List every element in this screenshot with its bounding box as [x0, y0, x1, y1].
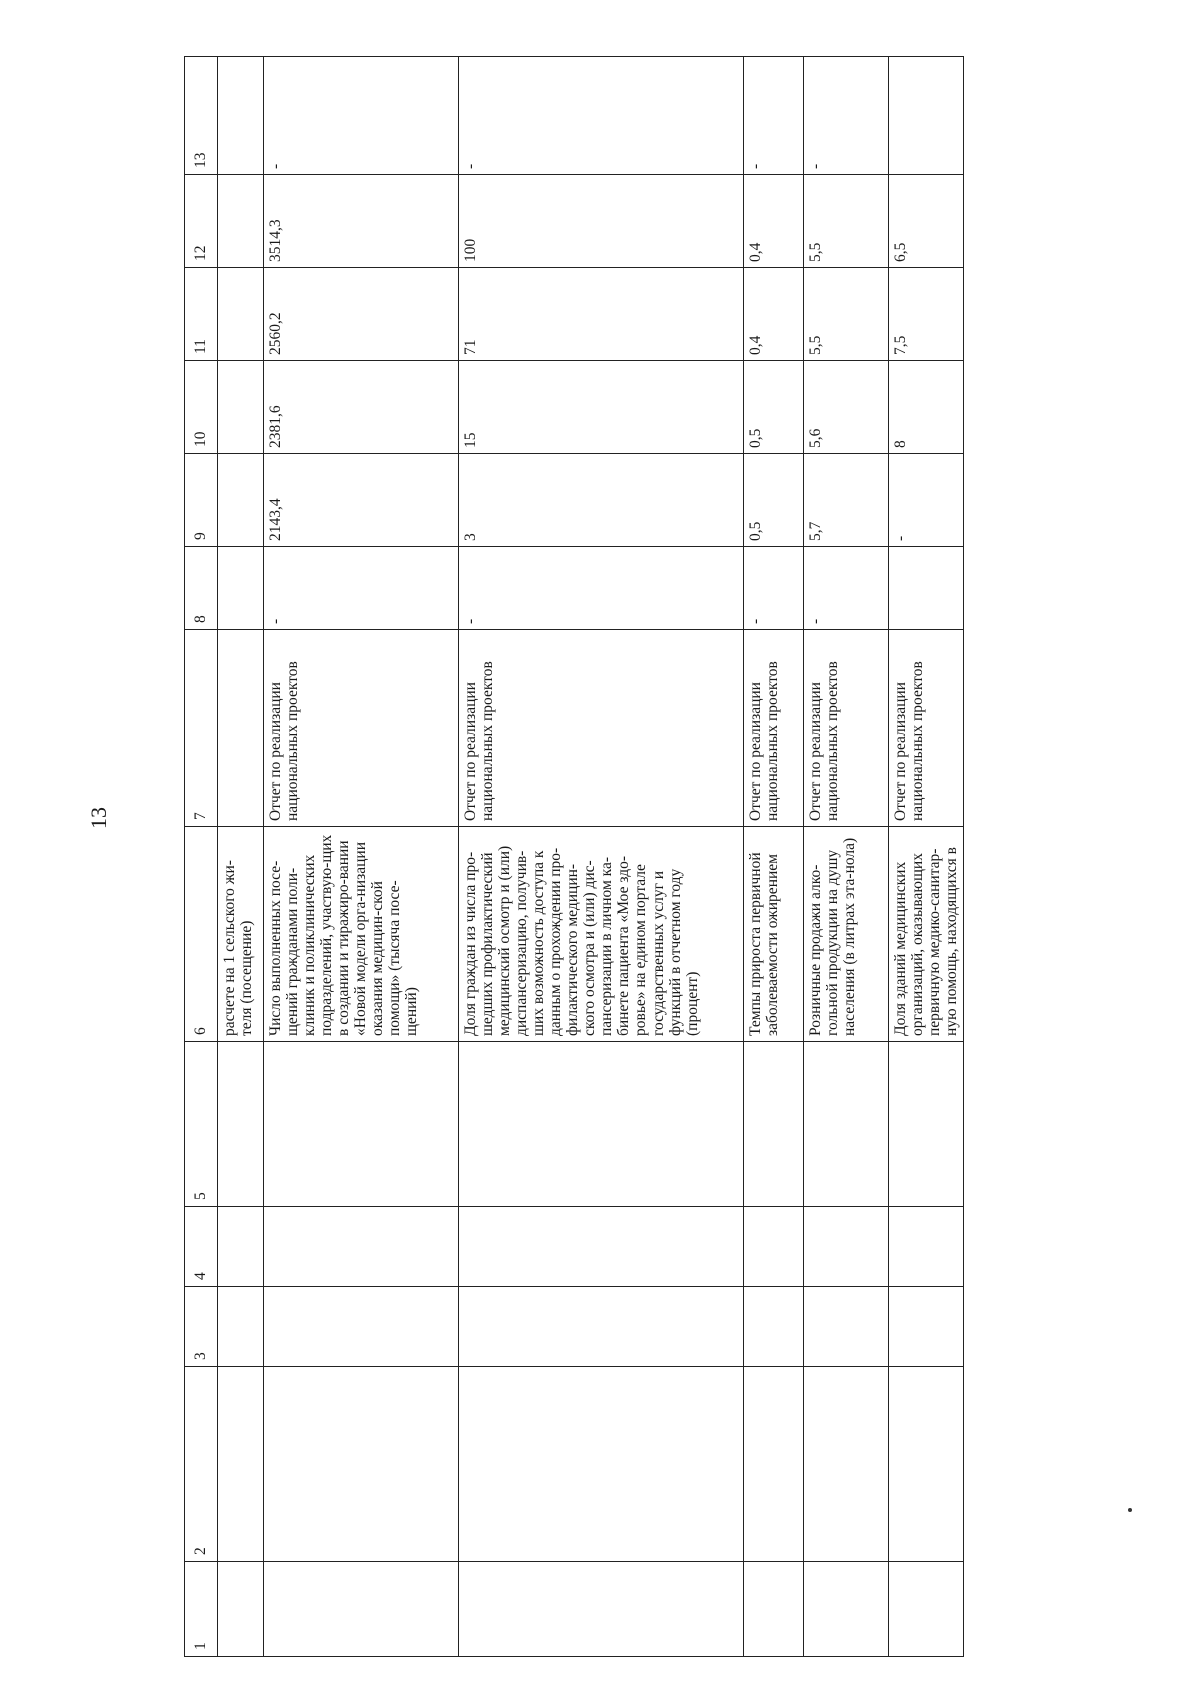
cell-col-1 [889, 1562, 964, 1657]
cell-col-11: 71 [459, 268, 744, 361]
cell-col-8: - [744, 547, 804, 630]
cell-col-5 [218, 1042, 264, 1207]
cell-col-6: Доля зданий медицинских организаций, оказывающих первичную медико-санитар-ную помощь, находящихся в [889, 827, 964, 1042]
cell-col-4 [218, 1207, 264, 1287]
cell-col-2 [459, 1367, 744, 1562]
column-header-3: 3 [185, 1287, 218, 1367]
cell-col-12 [218, 175, 264, 268]
cell-col-11: 2560,2 [264, 268, 459, 361]
cell-col-9: 2143,4 [264, 454, 459, 547]
cell-col-9: 5,7 [804, 454, 889, 547]
cell-col-3 [459, 1287, 744, 1367]
table-row [744, 57, 804, 1657]
cell-col-11 [218, 268, 264, 361]
cell-col-7 [218, 630, 264, 827]
cell-col-4 [264, 1207, 459, 1287]
cell-col-8: - [264, 547, 459, 630]
cell-col-12: 3514,3 [264, 175, 459, 268]
cell-col-3 [744, 1287, 804, 1367]
table-row [889, 57, 964, 1657]
cell-col-8 [889, 547, 964, 630]
cell-col-12: 0,4 [744, 175, 804, 268]
cell-col-8: - [459, 547, 744, 630]
cell-col-1 [264, 1562, 459, 1657]
column-header-2: 2 [185, 1367, 218, 1562]
cell-col-13: - [804, 57, 889, 175]
cell-col-12: 6,5 [889, 175, 964, 268]
cell-col-3 [889, 1287, 964, 1367]
cell-col-9: 3 [459, 454, 744, 547]
cell-col-13: - [264, 57, 459, 175]
cell-col-6: Число выполненных посе-щений гражданами поли-клиник и поликлинических подразделений, участвую-щих в создании и тиражиро-вании «Новой модели орга-низации оказания медицин-ской помощи» (тысяча посе-щений) [264, 827, 459, 1042]
cell-col-6: Розничные продажи алко-гольной продукции на душу населения (в литрах эта-нола) [804, 827, 889, 1042]
column-header-8: 8 [185, 547, 218, 630]
column-header-7: 7 [185, 630, 218, 827]
page-number: 13 [86, 807, 111, 829]
cell-col-12: 100 [459, 175, 744, 268]
cell-col-4 [744, 1207, 804, 1287]
cell-col-3 [264, 1287, 459, 1367]
cell-col-9: 0,5 [744, 454, 804, 547]
cell-col-7: Отчет по реализации национальных проектов [804, 630, 889, 827]
rotated-table-container [184, 57, 1084, 1657]
cell-col-7: Отчет по реализации национальных проектов [744, 630, 804, 827]
cell-col-10: 0,5 [744, 361, 804, 454]
cell-col-7: Отчет по реализации национальных проектов [889, 630, 964, 827]
column-header-13: 13 [185, 57, 218, 175]
cell-col-11: 5,5 [804, 268, 889, 361]
cell-col-13: - [459, 57, 744, 175]
cell-col-2 [744, 1367, 804, 1562]
table-row [804, 57, 889, 1657]
column-header-4: 4 [185, 1207, 218, 1287]
cell-col-1 [459, 1562, 744, 1657]
cell-col-5 [459, 1042, 744, 1207]
cell-col-2 [889, 1367, 964, 1562]
table-row [264, 57, 459, 1657]
column-header-12: 12 [185, 175, 218, 268]
cell-col-4 [459, 1207, 744, 1287]
cell-col-13: - [744, 57, 804, 175]
cell-col-13 [218, 57, 264, 175]
column-header-6: 6 [185, 827, 218, 1042]
cell-col-4 [804, 1207, 889, 1287]
cell-col-3 [218, 1287, 264, 1367]
cell-col-8: - [804, 547, 889, 630]
cell-col-1 [218, 1562, 264, 1657]
cell-col-10: 8 [889, 361, 964, 454]
cell-col-5 [744, 1042, 804, 1207]
cell-col-1 [744, 1562, 804, 1657]
header-row [185, 57, 218, 1657]
cell-col-2 [264, 1367, 459, 1562]
indicator-table [184, 56, 964, 1657]
cell-col-5 [804, 1042, 889, 1207]
column-header-5: 5 [185, 1042, 218, 1207]
cell-col-9 [218, 454, 264, 547]
cell-col-4 [889, 1207, 964, 1287]
cell-col-7: Отчет по реализации национальных проектов [459, 630, 744, 827]
column-header-10: 10 [185, 361, 218, 454]
column-header-9: 9 [185, 454, 218, 547]
cell-col-13 [889, 57, 964, 175]
table-row [459, 57, 744, 1657]
cell-col-6: Доля граждан из числа про-шедших профилактический медицинский осмотр и (или) диспансеризацию, получив-ших возможность доступа к данным о прохождении про-филактического медицин-ского осмотра и (или) дис-пансеризации в личном ка-бинете пациента «Мое здо-ровье» на едином портале государственных услуг и функций в отчетном году (процент) [459, 827, 744, 1042]
cell-col-2 [218, 1367, 264, 1562]
cell-col-11: 7,5 [889, 268, 964, 361]
cell-col-10 [218, 361, 264, 454]
column-header-1: 1 [185, 1562, 218, 1657]
cell-col-5 [889, 1042, 964, 1207]
cell-col-8 [218, 547, 264, 630]
column-header-11: 11 [185, 268, 218, 361]
cell-col-10: 2381,6 [264, 361, 459, 454]
table-row [218, 57, 264, 1657]
cell-col-10: 5,6 [804, 361, 889, 454]
scan-speck [1128, 1508, 1132, 1512]
cell-col-1 [804, 1562, 889, 1657]
cell-col-10: 15 [459, 361, 744, 454]
cell-col-5 [264, 1042, 459, 1207]
cell-col-2 [804, 1367, 889, 1562]
cell-col-12: 5,5 [804, 175, 889, 268]
cell-col-6: Темпы прироста первичной заболеваемости ожирением [744, 827, 804, 1042]
cell-col-3 [804, 1287, 889, 1367]
cell-col-6: расчете на 1 сельского жи-теля (посещение) [218, 827, 264, 1042]
cell-col-9: - [889, 454, 964, 547]
cell-col-11: 0,4 [744, 268, 804, 361]
cell-col-7: Отчет по реализации национальных проектов [264, 630, 459, 827]
